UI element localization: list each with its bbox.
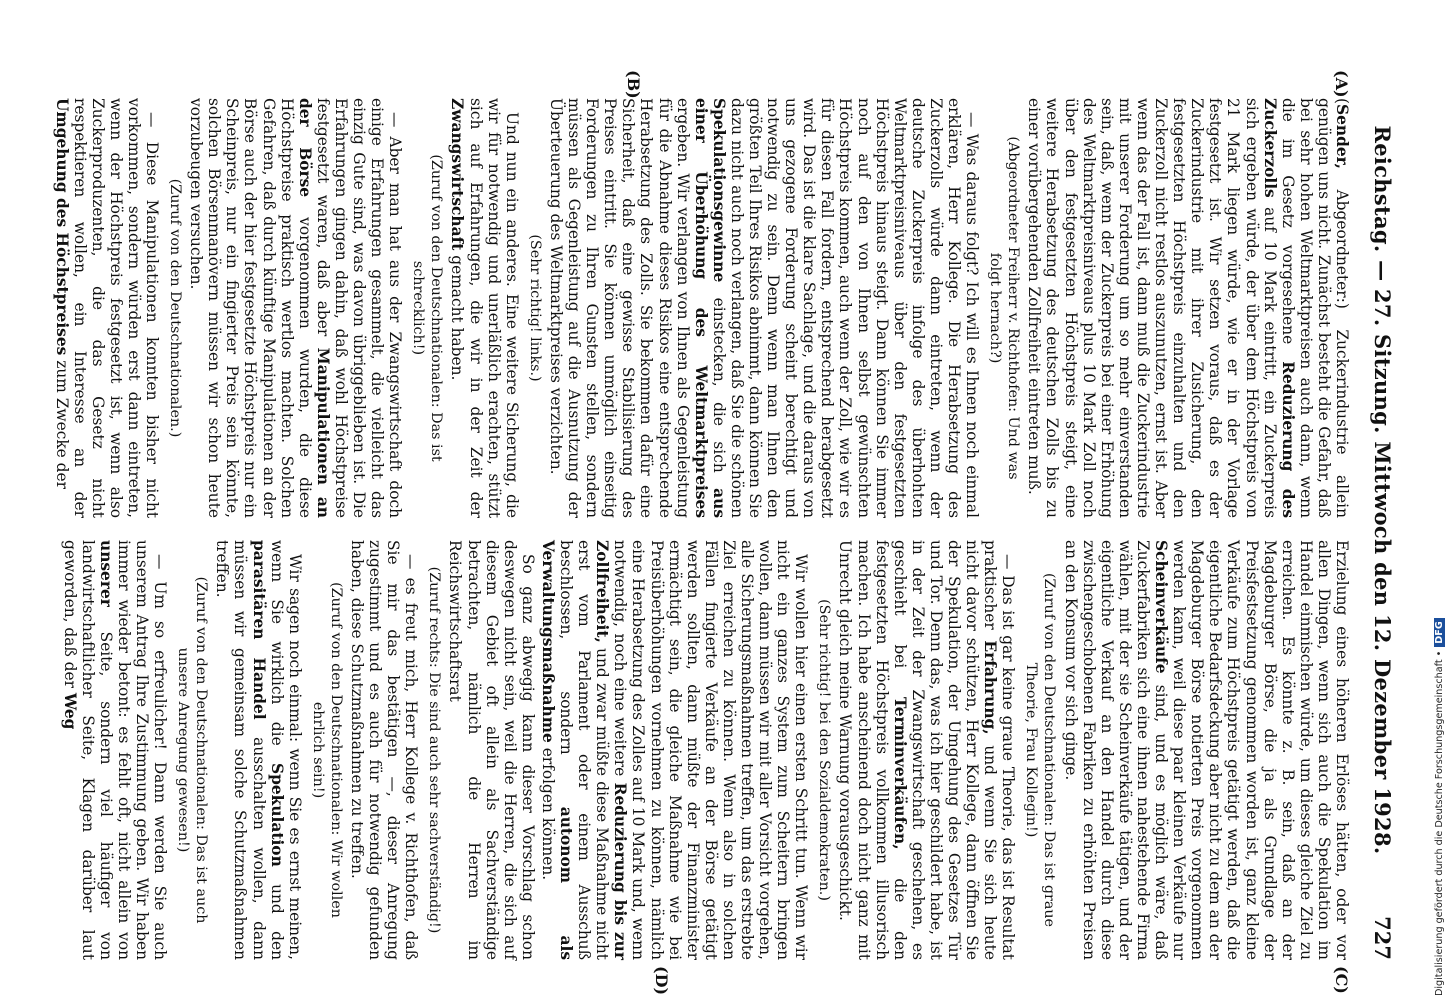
speaker-name: Sender, bbox=[1333, 104, 1351, 170]
emphasis: parasitären Handel bbox=[249, 540, 268, 720]
page-header-title: Reichstag. — 27. Sitzung. Mittwoch den 12. Dezember 1928. bbox=[1370, 125, 1395, 855]
interjection: (Zuruf von den Deutschnationalen: Das ist graue Theorie, Frau Kollegin!) bbox=[1023, 572, 1058, 928]
interjection: (Sehr richtig! links.) bbox=[526, 234, 543, 382]
interjection: (Abgeordneter Freiherr v. Richthofen: Und was folgt hernach?) bbox=[987, 136, 1022, 480]
emphasis: unserer bbox=[96, 540, 115, 607]
emphasis: Scheinverkäufe bbox=[1152, 540, 1171, 674]
text-run: gemacht haben. bbox=[448, 255, 467, 381]
text-run: — Was daraus folgt? Ich will es Ihnen noch einmal erklären, Herr Kollege. Die Herabsetzung des Zuckerzolls würde dann eintreten, wenn der deutsche Zuckerpreis infolge des überhohten Weltmarktpreisniveaus über den festgesetzten Höchstpreis hinaus steigt. Dann können Sie immer noch auf den von Ihnen selbst gewünschten Höchstpreis kommen, auch wenn der Zoll, wie wir es für diesen Fall fordern, entsprechend herabgesetzt wird. Das ist die klare Sachlage, und die daraus von uns gezogene Forderung scheint berechtigt und notwendig zu sein. Denn wenn man Ihnen den größten Teil Ihres Risikos abnimmt, dann können Sie dazu nicht auch noch verlangen, daß Sie die schönen bbox=[727, 98, 982, 518]
text-run: die den festgesetzten Höchstpreis vollkommen illusorisch machen. Ich habe anscheinend doch nicht ganz mit Unrecht gleich meine Warnung vorausgeschickt. bbox=[836, 540, 909, 960]
text-run: Seite, sondern viel häufiger von landwirtschaftlicher Seite, Klagen darüber laut geworden, daß der bbox=[60, 540, 115, 960]
interjection: (Zuruf von den Deutschnationalen: Wir wollen ehrlich sein!) bbox=[309, 582, 344, 918]
text-run: Zuckerindustrie allein genügen uns nicht. Zunächst besteht die Gefahr, daß bei sehr hohen Weltmarktpreisen auch dann, wenn die im Gesetz vorgesehene bbox=[1278, 98, 1351, 518]
text-run: und den bbox=[267, 884, 286, 960]
paragraph bbox=[1062, 540, 1352, 960]
margin-marker-b: (B) bbox=[624, 70, 643, 99]
emphasis: Zwangswirtschaft bbox=[448, 98, 467, 251]
emphasis: Spekulationsgewinne bbox=[709, 98, 728, 283]
text-run: Und nun ein anderes. Eine weitere Sicherung, die wir für notwendig und unerläßlich erachten, stützt sich auf Erfahrungen, die wir in der Zeit der bbox=[466, 98, 521, 518]
interjection: (Zuruf von den Deutschnationalen: Das ist auch unsere Anregung gewesen!) bbox=[175, 576, 210, 924]
interjection: (Zuruf von den Deutschnationalen: Das ist schrecklich!) bbox=[410, 154, 445, 462]
text-run: — Diese Manipulationen konnten bisher nicht vorkommen, sondern würden erst dann eintreten, wenn der Höchstpreis festgesetzt ist, wenn also Zuckerproduzenten, die das Gesetz nicht respektieren wollen, ein Interesse an der bbox=[70, 98, 161, 518]
protocol-page bbox=[52, 0, 1413, 1000]
paragraph: (Sender, Abgeordneter:) Zuckerindustrie allein genügen uns nicht. Zunächst besteht die Gefahr, daß bei sehr hohen Weltmarktpreisen auch dann, wenn die im Gesetz vorgesehene Reduzierung des Zuckerzolls auf 10 Mark eintritt, ein Zuckerpreis sich ergeben würde, der über dem Höchstpreis von 21 Mark liegen würde, wie er in der Vorlage festgesetzt ist. Wir setzen voraus, daß es der Zuckerindustrie mit ihrer Zusicherung, den festgesetzten Höchstpreis einzuhalten und den Zuckerzoll nicht restlos auszunutzen, ernst ist. Aber wenn das der Fall ist, dann muß die Zuckerindustrie mit unserer Forderung um so mehr einverstanden sein, daß, wenn der Zuckerpreis bei einer Erhöhung des Weltmarktpreisniveaus plus 10 Mark Zoll noch über den festgesetzten Höchstpreis steigt, eine weitere Herabsetzung des deutschen Zolls bis zu einer vorübergehenden Zollfreiheit eintreten muß. bbox=[1025, 98, 1351, 518]
paragraph bbox=[448, 98, 520, 518]
emphasis: autonom als Verwaltungsmaßnahme bbox=[538, 540, 576, 960]
left-text-column bbox=[50, 98, 1351, 518]
paragraph bbox=[187, 98, 404, 518]
interjection: (Zuruf rechts: Die sind auch sehr sachverständig!) bbox=[426, 566, 443, 934]
right-text-column bbox=[59, 540, 1351, 960]
digitization-credit bbox=[1420, 6, 1445, 996]
text-run: ausschalten wollen, dann müssen wir gemeinsam solche Schutzmaßnahmen treffen. bbox=[213, 540, 268, 960]
paragraph: — es freut mich, Herr Kollege v. Richthofen, daß Sie mir das bestätigen —, dieser Anregung zugestimmt und es auch für notwendig gefunden haben, diese Schutzmaßnahmen zu treffen. bbox=[348, 540, 421, 960]
emphasis: Terminverkäufen, bbox=[890, 697, 909, 850]
emphasis: Erfahrung, bbox=[981, 640, 1000, 735]
emphasis: Weg bbox=[60, 692, 79, 730]
text-run: Wir wollen hier einen ersten Schritt tun. Wenn wir nicht ein ganzes System zum Scheitern bringen wollen, dann müssen wir mit aller Vorsicht vorgehen, alle Sicherungsmaßnahmen treffen, um das erstrebte Ziel erreichen zu können. Wenn also in solchen Fällen fingierte Verkäufe an der Börse getätigt werden sollten, dann müßte der Finanzminister ermächtigt sein, die gleiche Maßnahme wie bei Preisüberhöhungen vornehmen zu können, nämlich eine Herabsetzung des Zolles auf 10 Mark und, wenn notwendig, noch eine weitere bbox=[611, 540, 811, 960]
paragraph bbox=[547, 98, 981, 518]
paragraph bbox=[836, 540, 1017, 960]
text-run: Erzielung eines höheren Erlöses hätten, oder vor allen Dingen, wenn sich auch die Spekulation im Handel einmischen würde, um dieses gleiche Ziel zu erreichen. Es könnte z. B. sein, daß an der Magdeburger Börse, die ja als Grundlage der Preisfestsetzung genommen worden ist, ganz kleine Verkäufe zum Höchstpreis getätigt werden, daß die eigentliche Bedarfsdeckung aber nicht zu dem an der Magdeburger Börse notierten Preis vorgenommen werden kann, weil diese paar kleinen Verkäufe nur bbox=[1170, 540, 1351, 960]
text-run: — Um so erfreulicher! Dann werden Sie auch unserem Antrag Ihre Zustimmung geben. Wir haben immer wieder betont: es fehlt oft, nicht allein von bbox=[114, 540, 170, 960]
interjection: (Sehr richtig! bei den Sozialdemokraten.) bbox=[816, 599, 833, 901]
emphasis: Reduzierung bis zur Zollfreiheit, bbox=[593, 540, 630, 960]
dfg-logo: DFG bbox=[1434, 618, 1445, 646]
margin-marker-c: (C) bbox=[1332, 966, 1351, 994]
margin-marker-d: (D) bbox=[652, 966, 671, 996]
text-run: auf 10 Mark eintritt, ein Zuckerpreis sich ergeben würde, der über dem Höchstpreis von 21 Mark liegen würde, wie er in der Vorlage festgesetzt ist. Wir setzen voraus, daß es der Zuckerindustrie mit ihrer Zusicherung, den festgesetzten Höchstpreis einzuhalten und den Zuckerzoll nicht restlos auszunutzen, ernst ist. Aber wenn das der Fall ist, dann muß die Zuckerindustrie mit unserer Forderung um so mehr einverstanden sein, daß, wenn der Zuckerpreis bei einer Erhöhung des Weltmarktpreisniveaus plus 10 Mark Zoll noch über den festgesetzten Höchstpreis steigt, eine weitere Herabsetzung des deutschen Zolls bis zu einer vorübergehenden Zollfreiheit eintreten muß. bbox=[1025, 98, 1279, 518]
paragraph: So ganz abwegig kann dieser Vorschlag schon deswegen nicht sein, weil die Herren, die sich auf diesem Gebiet oft allein als Sachverständige betrachten, nämlich die Herren im Reichswirtschaftsrat bbox=[446, 540, 537, 960]
paragraph bbox=[61, 540, 170, 960]
emphasis: Spekulation bbox=[267, 763, 286, 867]
text-run: zum Zwecke der bbox=[52, 360, 71, 489]
paragraph bbox=[52, 98, 161, 518]
text-run: erfolgen können. bbox=[538, 747, 557, 881]
speaker-role: Abgeordneter: bbox=[1333, 189, 1351, 303]
margin-marker-a: (A) bbox=[1332, 70, 1351, 98]
text-run: einstecken, die sich bbox=[709, 297, 728, 473]
interjection: (Zuruf von den Deutschnationalen.) bbox=[167, 178, 184, 438]
credit-text: Digitalisierung gefördert durch die Deutsche Forschungsgemeinschaft • bbox=[1434, 650, 1445, 996]
text-run: — Aber man hat aus der Zwangswirtschaft doch einige Erfahrungen gesammelt, die vielleicht das einzig Gute sind, was davon übriggeblieben ist. Die Erfahrungen gingen dahin, daß wohl Höchstpreise festgesetzt waren, daß aber bbox=[313, 98, 405, 518]
text-run: ergeben. Wir verlangen von Ihnen als Gegenleistung für die Abnahme dieses Risikos eine entsprechende Herabsetzung des Zolls. Sie bekommen dafür eine Sicherheit, daß eine gewisse Stabilisierung des Preises eintritt. Sie können unmöglich einseitig Forderungen zu Ihren Gunsten stellen, sondern müssen als Gegenleistung auf die Ausnutzung der Überteuerung des Weltmarktpreises verzichten. bbox=[546, 98, 692, 518]
page-number: 727 bbox=[1370, 916, 1395, 960]
emphasis: Reduzierung des Zuckerzolls bbox=[1260, 98, 1297, 518]
text-run: und zwar müßte diese Maßnahme nicht erst vom Parlament oder einem Ausschuß beschlossen, sondern bbox=[557, 540, 612, 960]
paragraph bbox=[213, 540, 303, 960]
text-run: und wenn Sie sich heute nicht davor schützen, Herr Kollege, dann öffnen Sie der Spekulation, der Umgehung des Gesetzes Tür und Tor. Denn das, was ich hier geschildert habe, ist in der Zeit der Zwangswirtschaft geschehen, es geschieht bei bbox=[890, 540, 1000, 960]
running-head bbox=[1365, 80, 1395, 960]
emphasis: Manipulationen an der Börse bbox=[295, 98, 332, 518]
emphasis: aus einer Überhöhung des Weltmarktpreises bbox=[691, 98, 728, 518]
text-run: vorgenommen wurden, die diese Höchstpreise praktisch wertlos machten. Solchen Gefahren, daß durch künftige Manipulationen an der Börse auch der hier festgesetzte Höchstpreis nur ein Scheinpreis, nur ein fingierter Preis sein könnte, solchen Börsenmanövern müssen wir schon heute vorzubeugen versuchen. bbox=[187, 98, 314, 518]
text-run: — Das ist gar keine graue Theorie, das ist Resultat praktischer bbox=[981, 540, 1018, 960]
emphasis: Umgehung des Höchstpreises bbox=[52, 98, 71, 356]
paragraph bbox=[539, 540, 810, 960]
text-run: sind, und es möglich wäre, daß Zuckerfabriken sich eine ihnen nahestehende Firma wählen, mit der sie Scheinverkäufe tätigen, und der eigentliche Verkauf an den Handel durch diese zwischengeschobenen Fabriken zu erhöhten Preisen an den Konsum vor sich ginge. bbox=[1061, 540, 1171, 960]
text-run: Wir sagen noch einmal: wenn Sie es ernst meinen, wenn Sie wirklich die bbox=[267, 540, 304, 960]
